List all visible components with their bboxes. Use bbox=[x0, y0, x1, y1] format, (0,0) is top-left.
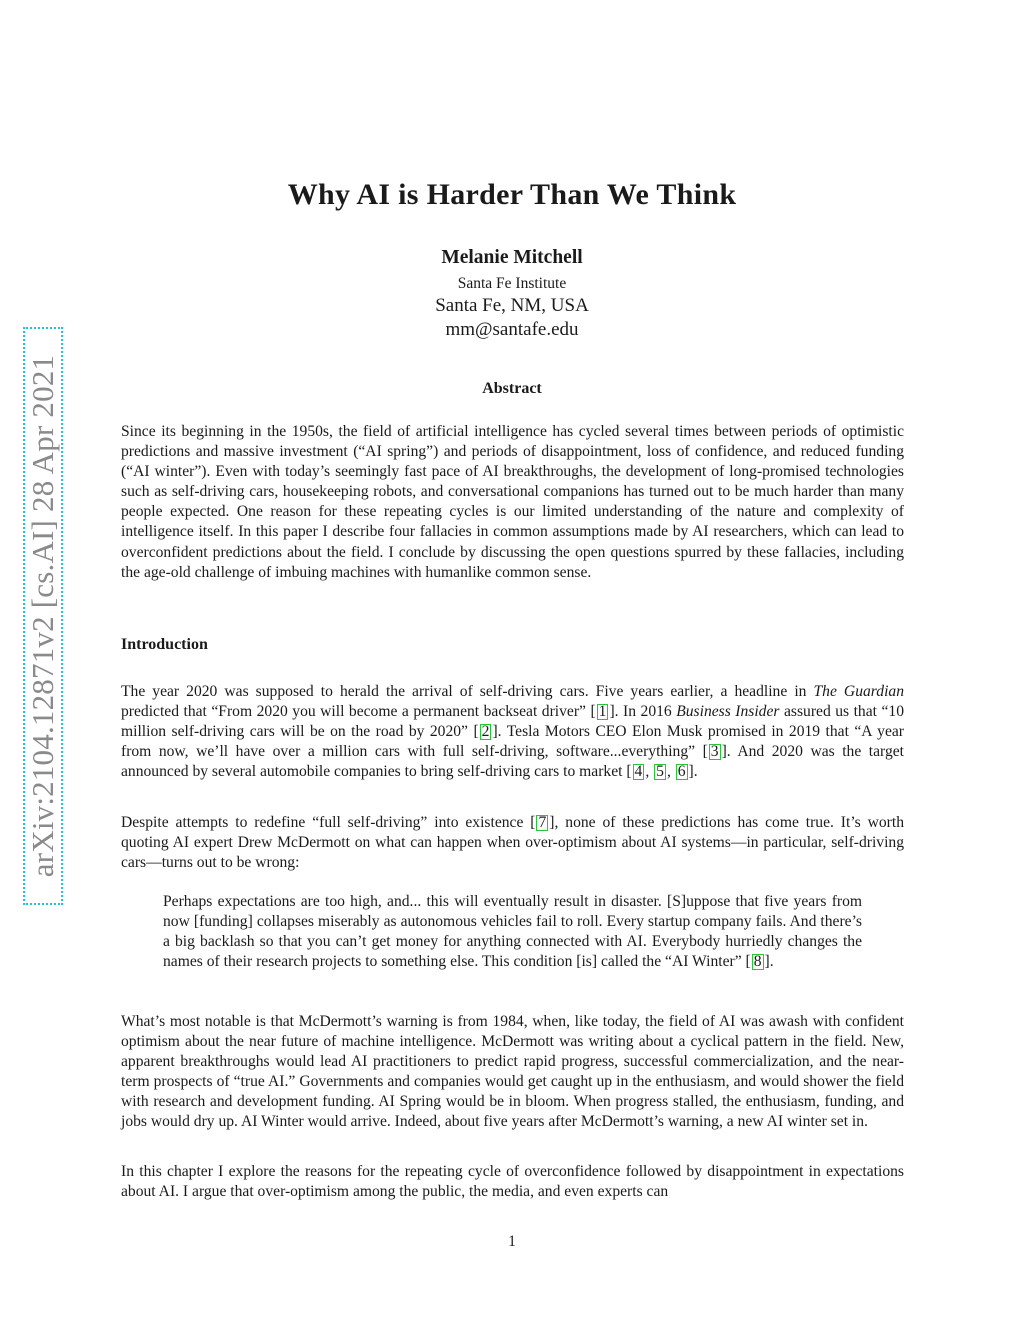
author-institute: Santa Fe Institute bbox=[457, 275, 567, 292]
citation-link[interactable]: 4 bbox=[634, 763, 643, 781]
citation-link[interactable]: 8 bbox=[753, 953, 762, 971]
abstract-heading: Abstract bbox=[482, 380, 542, 397]
intro-paragraph-3: What’s most notable is that McDermott’s warning is from 1984, when, like today, the field of AI was awash with confident optimism about the near future of machine intelligence. McDermott was writing about a cyclical pattern in the field. New, apparent breakthroughs would lead AI practitioners to predict rapid progress, successful commercialization, and the near-term prospects of “true AI.” Governments and companies would get caught up in the enthusiasm, and would shower the field with research and development funding. AI Spring would be in bloom. When progress stalled, the enthusiasm, funding, and jobs would dry up. AI Winter would arrive. Indeed, about five years after McDermott’s warning, a new AI winter set in. bbox=[121, 1013, 904, 1131]
citation-link[interactable]: 2 bbox=[481, 723, 490, 741]
publication-business-insider: Business Insider bbox=[676, 703, 780, 721]
arxiv-identifier-stamp[interactable] bbox=[23, 327, 63, 905]
citation-link[interactable]: 1 bbox=[598, 703, 607, 721]
author-location: Santa Fe, NM, USA bbox=[435, 295, 589, 316]
author-name: Melanie Mitchell bbox=[441, 247, 583, 268]
citation-link[interactable]: 6 bbox=[677, 763, 686, 781]
arxiv-identifier[interactable]: arXiv:2104.12871v2 [cs.AI] 28 Apr 2021 bbox=[25, 354, 60, 878]
publication-the-guardian: The Guardian bbox=[813, 683, 905, 700]
citation-link[interactable]: 3 bbox=[710, 743, 719, 761]
intro-paragraph-1: The year 2020 was supposed to herald the arrival of self-driving cars. Five years earlier, a headline in The Guardian predicted that “From 2020 you will become a permanent backseat driver” [ 1 ]. In 2016 Business Insider assured us that “10 million self-driving cars will be on the road by 2020” [ 2 ]. Tesla Motors CEO Elon Musk promised in 2019 that “A year from now, we’ll have over a million cars with full self-driving, software...everything” [ 3 ]. And 2020 was the target announced by several automobile companies to bring self-driving cars to market [ 4 , 5 , 6 ]. bbox=[121, 683, 905, 781]
block-quote: Perhaps expectations are too high, and... this will eventually result in disaster. [S]uppose that five years from now [funding] collapses miserably as autonomous vehicles fail to roll. Every startup company fails. And there’s a big backlash so that you can’t get money for anything connected with AI. Everybody hurriedly changes the names of their research projects to something else. This condition [is] called the “AI Winter” [ 8 ]. bbox=[163, 893, 862, 971]
citation-link[interactable]: 7 bbox=[538, 814, 547, 831]
paper-title: Why AI is Harder Than We Think bbox=[287, 178, 737, 211]
author-email[interactable]: mm@santafe.edu bbox=[445, 319, 579, 340]
citation-link[interactable]: 5 bbox=[656, 763, 664, 781]
introduction-heading: Introduction bbox=[121, 636, 208, 653]
intro-paragraph-2: Despite attempts to redefine “full self-driving” into existence [ 7 ], none of these predictions has come true. It’s worth quoting AI expert Drew McDermott on what can happen when over-optimism about AI systems—in particular, self-driving cars—turns out to be wrong: bbox=[121, 814, 904, 872]
abstract-text: Since its beginning in the 1950s, the field of artificial intelligence has cycled several times between periods of optimistic predictions and massive investment (“AI spring”) and periods of disappointment, loss of confidence, and reduced funding (“AI winter”). Even with today’s seemingly fast pace of AI breakthroughs, the development of long-promised technologies such as self-driving cars, housekeeping robots, and conversational companions has turned out to be much harder than many people expected. One reason for these repeating cycles is our limited understanding of the nature and complexity of intelligence itself. In this paper I describe four fallacies in common assumptions made by AI researchers, which can lead to overconfident predictions about the field. I conclude by discussing the open questions spurred by these fallacies, including the age-old challenge of imbuing machines with humanlike common sense. bbox=[121, 423, 904, 581]
page-number: 1 bbox=[508, 1233, 516, 1250]
intro-paragraph-4: In this chapter I explore the reasons for the repeating cycle of overconfidence followed by disappointment in expectations about AI. I argue that over-optimism among the public, the media, and even experts can bbox=[121, 1163, 904, 1201]
